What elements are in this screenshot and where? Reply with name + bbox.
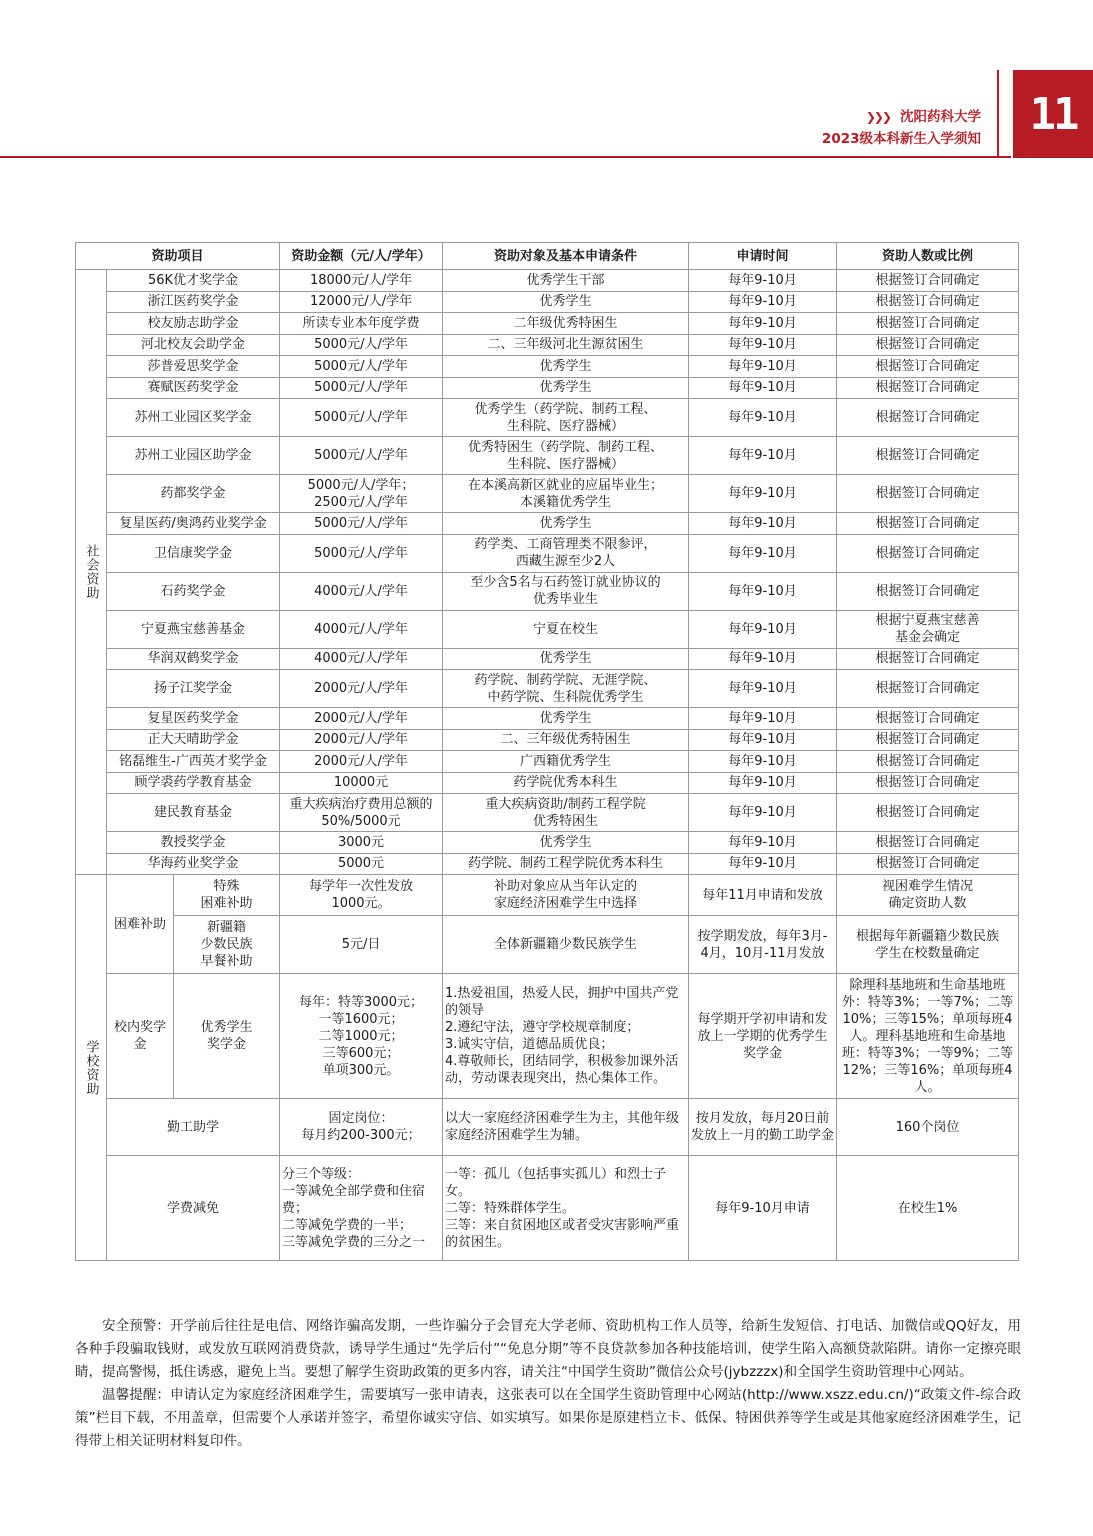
table-row [76, 334, 1019, 356]
col-header: 申请时间 [689, 243, 837, 270]
item-count: 根据签订合同确定 [837, 356, 1019, 378]
group-label-school: 学校资助 [76, 875, 107, 1261]
item-target: 二、三年级优秀特困生 [443, 729, 689, 751]
page-number: 11 [1013, 70, 1093, 158]
item-count: 根据签订合同确定 [837, 270, 1019, 292]
item-amount: 分三个等级： 一等减免全部学费和住宿费； 二等减免学费的一半； 三等减免学费的三分之一 [280, 1156, 443, 1261]
item-target: 药学院、制药学院、无涯学院、 中药学院、生科院优秀学生 [443, 670, 689, 708]
col-header: 资助金额（元/人/学年） [280, 243, 443, 270]
item-amount: 5000元/人/学年 [280, 334, 443, 356]
item-target: 以大一家庭经济困难学生为主，其他年级家庭经济困难学生为辅。 [443, 1099, 689, 1156]
item-count: 根据签订合同确定 [837, 475, 1019, 513]
item-amount: 5000元/人/学年 [280, 513, 443, 535]
item-amount: 5元/日 [280, 916, 443, 974]
table-row [76, 610, 1019, 648]
item-time: 每年9-10月 [689, 313, 837, 335]
item-count: 根据签订合同确定 [837, 794, 1019, 832]
item-time: 每年9-10月 [689, 356, 837, 378]
item-name: 正大天晴助学金 [107, 729, 280, 751]
item-name: 赛赋医药奖学金 [107, 377, 280, 399]
item-time: 每学期开学初申请和发 放上一学期的优秀学生 奖学金 [689, 974, 837, 1099]
col-header: 资助人数或比例 [837, 243, 1019, 270]
item-target: 二、三年级河北生源贫困生 [443, 334, 689, 356]
item-amount: 每学年一次性发放 1000元。 [280, 875, 443, 916]
item-amount: 5000元/人/学年 [280, 437, 443, 475]
item-amount: 固定岗位： 每月约200-300元； [280, 1099, 443, 1156]
item-name: 顾学裘药学教育基金 [107, 772, 280, 794]
item-name: 石药奖学金 [107, 572, 280, 610]
item-name: 铭磊维生-广西英才奖学金 [107, 751, 280, 773]
item-count: 根据签订合同确定 [837, 437, 1019, 475]
item-count: 根据签订合同确定 [837, 729, 1019, 751]
item-amount: 2000元/人/学年 [280, 708, 443, 730]
table-row [76, 475, 1019, 513]
item-target: 二年级优秀特困生 [443, 313, 689, 335]
table-row [76, 1156, 1019, 1261]
item-name: 华海药业奖学金 [107, 853, 280, 875]
item-name: 宁夏燕宝慈善基金 [107, 610, 280, 648]
table-row [76, 772, 1019, 794]
item-time: 每年9-10月 [689, 572, 837, 610]
item-time: 每年9-10月 [689, 437, 837, 475]
item-time: 每年9-10月 [689, 377, 837, 399]
table-row [76, 1099, 1019, 1156]
item-target: 优秀学生 [443, 832, 689, 854]
item-name: 勤工助学 [107, 1099, 280, 1156]
item-name: 华润双鹤奖学金 [107, 648, 280, 670]
item-amount: 3000元 [280, 832, 443, 854]
item-time: 每年11月申请和发放 [689, 875, 837, 916]
item-count: 视困难学生情况 确定资助人数 [837, 875, 1019, 916]
item-count: 根据签订合同确定 [837, 572, 1019, 610]
table-row [76, 399, 1019, 437]
reminder: 温馨提醒：申请认定为家庭经济困难学生，需要填写一张申请表，这张表可以在全国学生资助管理中心网站(http://www.xszz.edu.cn/)“政策文件-综合政策”栏目下载，不用盖章，但需要个人承诺并签字，希望你诚实守信、如实填写。如果你是原建档立卡、低保、特困供养等学生或是其他家庭经济困难学生，记得带上相关证明材料复印件。 [75, 1387, 1021, 1449]
item-count: 根据签订合同确定 [837, 513, 1019, 535]
item-count: 根据签订合同确定 [837, 648, 1019, 670]
item-name: 苏州工业园区助学金 [107, 437, 280, 475]
item-count: 根据每年新疆籍少数民族 学生在校数量确定 [837, 916, 1019, 974]
item-time: 每年9-10月 [689, 513, 837, 535]
table-row [76, 708, 1019, 730]
item-name: 药都奖学金 [107, 475, 280, 513]
subgroup-label: 校内奖学 金 [107, 974, 174, 1099]
table-row [76, 648, 1019, 670]
item-target: 宁夏在校生 [443, 610, 689, 648]
table-row [76, 853, 1019, 875]
item-time: 每年9-10月 [689, 832, 837, 854]
item-name: 教授奖学金 [107, 832, 280, 854]
university-name: 沈阳药科大学 [900, 109, 981, 125]
item-amount: 5000元/人/学年 [280, 377, 443, 399]
item-time: 每年9-10月 [689, 291, 837, 313]
item-target: 药学院优秀本科生 [443, 772, 689, 794]
table-row [76, 313, 1019, 335]
item-name: 河北校友会助学金 [107, 334, 280, 356]
table-row [76, 291, 1019, 313]
item-amount: 5000元 [280, 853, 443, 875]
table-row [76, 534, 1019, 572]
item-time: 按学期发放，每年3月- 4月，10月-11月发放 [689, 916, 837, 974]
item-time: 每年9-10月 [689, 794, 837, 832]
table-row [76, 974, 1019, 1099]
item-amount: 5000元/人/学年； 2500元/人/学年 [280, 475, 443, 513]
item-target: 优秀学生 [443, 291, 689, 313]
item-target: 在本溪高新区就业的应届毕业生； 本溪籍优秀学生 [443, 475, 689, 513]
item-target: 优秀学生 [443, 513, 689, 535]
item-amount: 5000元/人/学年 [280, 399, 443, 437]
item-name: 卫信康奖学金 [107, 534, 280, 572]
item-count: 根据签订合同确定 [837, 334, 1019, 356]
item-time: 每年9-10月 [689, 648, 837, 670]
item-name: 校友励志助学金 [107, 313, 280, 335]
table-row [76, 270, 1019, 292]
item-target: 优秀学生 [443, 648, 689, 670]
item-count: 根据签订合同确定 [837, 670, 1019, 708]
item-time: 每年9-10月 [689, 399, 837, 437]
item-name: 优秀学生 奖学金 [174, 974, 280, 1099]
header-title-block [822, 106, 981, 150]
item-name: 苏州工业园区奖学金 [107, 399, 280, 437]
item-amount: 12000元/人/学年 [280, 291, 443, 313]
subgroup-label: 困难补助 [107, 875, 174, 974]
item-count: 根据签订合同确定 [837, 534, 1019, 572]
item-name: 复星医药奖学金 [107, 708, 280, 730]
item-name: 扬子江奖学金 [107, 670, 280, 708]
item-target: 广西籍优秀学生 [443, 751, 689, 773]
item-amount: 2000元/人/学年 [280, 729, 443, 751]
item-time: 按月发放，每月20日前发放上一月的勤工助学金 [689, 1099, 837, 1156]
item-time: 每年9-10月 [689, 708, 837, 730]
item-count: 根据签订合同确定 [837, 399, 1019, 437]
item-time: 每年9-10月 [689, 334, 837, 356]
table-row [76, 832, 1019, 854]
funding-table [75, 242, 1019, 1261]
table-row [76, 729, 1019, 751]
item-name: 特殊 困难补助 [174, 875, 280, 916]
item-amount: 5000元/人/学年 [280, 534, 443, 572]
item-time: 每年9-10月 [689, 729, 837, 751]
item-amount: 5000元/人/学年 [280, 356, 443, 378]
item-time: 每年9-10月 [689, 610, 837, 648]
item-amount: 所读专业本年度学费 [280, 313, 443, 335]
item-amount: 18000元/人/学年 [280, 270, 443, 292]
item-name: 学费减免 [107, 1156, 280, 1261]
item-name: 建民教育基金 [107, 794, 280, 832]
header-divider [997, 70, 999, 158]
header-rule [0, 156, 1011, 158]
group-label-social: 社会资助 [76, 270, 107, 875]
item-count: 根据签订合同确定 [837, 377, 1019, 399]
item-count: 根据签订合同确定 [837, 708, 1019, 730]
col-header: 资助对象及基本申请条件 [443, 243, 689, 270]
item-count: 根据签订合同确定 [837, 853, 1019, 875]
item-time: 每年9-10月申请 [689, 1156, 837, 1261]
table-row [76, 513, 1019, 535]
table-row [76, 916, 1019, 974]
item-target: 药学类、工商管理类不限参评， 西藏生源至少2人 [443, 534, 689, 572]
chevron-arrows-icon: ❯❯❯ [865, 110, 890, 124]
item-name: 新疆籍 少数民族 早餐补助 [174, 916, 280, 974]
item-target: 一等：孤儿（包括事实孤儿）和烈士子女。 二等：特殊群体学生。 三等：来自贫困地区或者受灾害影响严重的贫困生。 [443, 1156, 689, 1261]
item-target: 至少含5名与石药签订就业协议的 优秀毕业生 [443, 572, 689, 610]
item-time: 每年9-10月 [689, 270, 837, 292]
table-header-row [76, 243, 1019, 270]
item-count: 160个岗位 [837, 1099, 1019, 1156]
table-row [76, 670, 1019, 708]
item-count: 根据签订合同确定 [837, 751, 1019, 773]
item-name: 浙江医药奖学金 [107, 291, 280, 313]
item-target: 补助对象应从当年认定的 家庭经济困难学生中选择 [443, 875, 689, 916]
notes-section [75, 1315, 1021, 1453]
item-target: 药学院、制药工程学院优秀本科生 [443, 853, 689, 875]
item-name: 莎普爱思奖学金 [107, 356, 280, 378]
item-time: 每年9-10月 [689, 853, 837, 875]
item-amount: 4000元/人/学年 [280, 610, 443, 648]
item-target: 优秀特困生（药学院、制药工程、 生科院、医疗器械） [443, 437, 689, 475]
item-amount: 4000元/人/学年 [280, 572, 443, 610]
item-target: 全体新疆籍少数民族学生 [443, 916, 689, 974]
item-target: 优秀学生 [443, 356, 689, 378]
table-row [76, 437, 1019, 475]
table-row [76, 875, 1019, 916]
item-time: 每年9-10月 [689, 670, 837, 708]
item-amount: 4000元/人/学年 [280, 648, 443, 670]
item-amount: 10000元 [280, 772, 443, 794]
item-count: 除理科基地班和生命基地班外：特等3%；一等7%；二等10%；三等15%；单项每班4人。理科基地班和生命基地班：特等3%；一等9%；二等12%；三等16%；单项每班4人。 [837, 974, 1019, 1099]
item-count: 根据签订合同确定 [837, 313, 1019, 335]
table-row [76, 572, 1019, 610]
item-target: 优秀学生 [443, 377, 689, 399]
item-time: 每年9-10月 [689, 475, 837, 513]
item-name: 56K优才奖学金 [107, 270, 280, 292]
item-name: 复星医药/奥鸿药业奖学金 [107, 513, 280, 535]
table-row [76, 794, 1019, 832]
item-target: 优秀学生（药学院、制药工程、 生科院、医疗器械） [443, 399, 689, 437]
item-time: 每年9-10月 [689, 772, 837, 794]
item-amount: 每年：特等3000元； 一等1600元； 二等1000元； 三等600元； 单项300元。 [280, 974, 443, 1099]
item-count: 根据签订合同确定 [837, 291, 1019, 313]
item-count: 在校生1% [837, 1156, 1019, 1261]
table-row [76, 377, 1019, 399]
table-row [76, 356, 1019, 378]
header-subtitle: 2023级本科新生入学须知 [821, 131, 981, 147]
item-amount: 2000元/人/学年 [280, 670, 443, 708]
table-row [76, 751, 1019, 773]
item-amount: 2000元/人/学年 [280, 751, 443, 773]
safety-warning: 安全预警：开学前后往往是电信、网络诈骗高发期，一些诈骗分子会冒充大学老师、资助机构工作人员等，给新生发短信、打电话、加微信或QQ好友，用各种手段骗取钱财，或发放互联网消费贷款，诱导学生通过“先学后付”“免息分期”等不良贷款参加各种技能培训，使学生陷入高额贷款陷阱。请你一定擦亮眼睛，提高警惕，抵住诱惑，避免上当。要想了解学生资助政策的更多内容，请关注“中国学生资助”微信公众号(jybzzzx)和全国学生资助管理中心网站。 [75, 1318, 1021, 1380]
item-target: 重大疾病资助/制药工程学院 优秀特困生 [443, 794, 689, 832]
item-time: 每年9-10月 [689, 751, 837, 773]
item-amount: 重大疾病治疗费用总额的 50%/5000元 [280, 794, 443, 832]
item-time: 每年9-10月 [689, 534, 837, 572]
item-count: 根据签订合同确定 [837, 832, 1019, 854]
item-target: 优秀学生干部 [443, 270, 689, 292]
item-target: 1.热爱祖国，热爱人民，拥护中国共产党的领导 2.遵纪守法，遵守学校规章制度； 3.诚实守信，道德品质优良； 4.尊敬师长，团结同学，积极参加课外活动，劳动课表现突出，热心集体工作。 [443, 974, 689, 1099]
item-count: 根据签订合同确定 [837, 772, 1019, 794]
item-target: 优秀学生 [443, 708, 689, 730]
col-header: 资助项目 [76, 243, 280, 270]
item-count: 根据宁夏燕宝慈善 基金会确定 [837, 610, 1019, 648]
